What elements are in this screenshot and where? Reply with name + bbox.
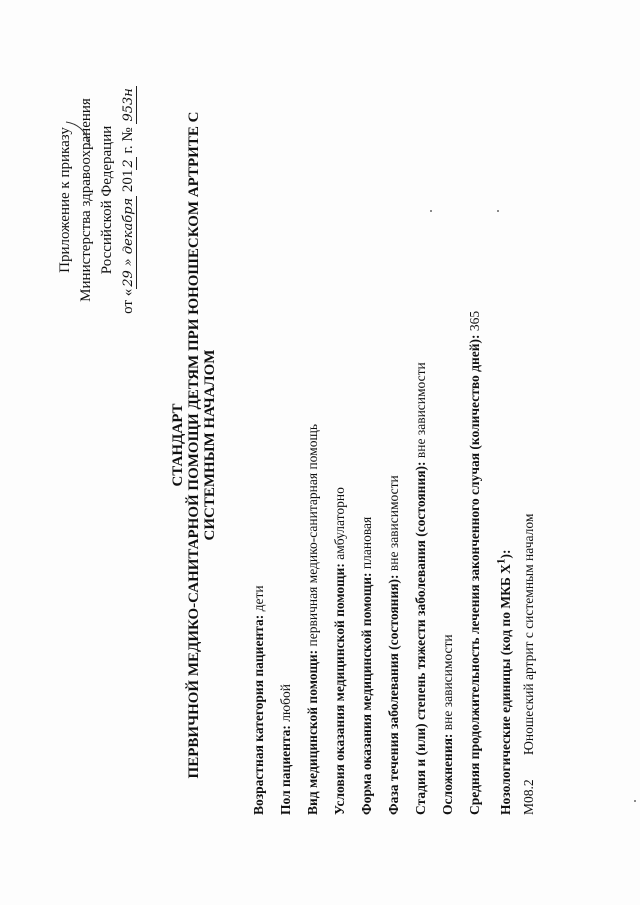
field-label: Средняя продолжительность лечения законченного случая (количество дней): <box>467 334 482 815</box>
document-title <box>170 45 218 845</box>
field-label: Пол пациента: <box>278 725 293 815</box>
appendix-line-1: Приложение к приказу <box>57 127 73 273</box>
field-value: вне зависимости <box>440 634 455 731</box>
hole-punch-mark-icon <box>60 110 100 150</box>
nosology-footnote-mark: 1 <box>495 558 507 565</box>
field-care-type <box>299 35 326 815</box>
appendix-line-2: Министерства здравоохранения <box>78 98 94 302</box>
field-duration <box>461 35 488 815</box>
field-stage <box>407 35 434 815</box>
field-label: Вид медицинской помощи: <box>305 649 320 815</box>
field-label <box>495 549 513 815</box>
field-label: Возрастная категория пациента: <box>251 614 266 815</box>
field-value: дети <box>251 585 266 612</box>
order-number: 953н <box>121 88 136 122</box>
field-conditions <box>326 35 353 815</box>
date-year-suffix: 2 <box>121 159 136 168</box>
field-sex <box>272 35 299 815</box>
field-value: вне зависимости <box>386 475 401 572</box>
date-day: 29 <box>121 270 136 287</box>
title-line-1: СТАНДАРТ <box>170 403 186 487</box>
diagnosis-name: Юношеский артрит с системным началом <box>521 513 536 755</box>
field-value: любой <box>278 684 293 722</box>
date-prefix: от « <box>120 288 136 314</box>
field-complications <box>434 35 461 815</box>
appendix-block <box>55 35 139 365</box>
nosology-entry <box>515 35 542 815</box>
date-year-prefix: 201 <box>120 169 136 193</box>
nosology-label-end: ): <box>497 549 513 559</box>
title-line-3: СИСТЕМНЫМ НАЧАЛОМ <box>202 349 218 541</box>
field-value: плановая <box>359 516 374 570</box>
field-value: первичная медико-санитарная помощь <box>305 423 320 647</box>
field-age <box>245 35 272 815</box>
scan-speck <box>634 800 636 802</box>
appendix-date-line <box>118 35 139 365</box>
field-nosology <box>488 35 515 815</box>
field-value: амбулаторно <box>332 487 347 560</box>
nosology-label-text: Нозологические единицы (код по МКБ X <box>497 564 513 815</box>
scan-speck <box>430 210 432 212</box>
document-body <box>245 35 542 815</box>
field-label: Условия оказания медицинской помощи: <box>332 563 347 815</box>
scan-speck <box>497 210 499 212</box>
date-mid: г. № <box>120 127 136 154</box>
title-line-2: ПЕРВИЧНОЙ МЕДИКО-САНИТАРНОЙ ПОМОЩИ ДЕТЯМ ПРИ ЮНОШЕСКОМ АРТРИТЕ С <box>186 111 202 779</box>
field-label: Форма оказания медицинской помощи: <box>359 572 374 815</box>
date-month: » декабря <box>121 197 136 267</box>
icd-code: M08.2 <box>521 779 536 815</box>
field-label: Стадия и (или) степень тяжести заболевания (состояния): <box>413 461 428 815</box>
field-label: Осложнения: <box>440 733 455 815</box>
field-form <box>353 35 380 815</box>
field-value: 365 <box>467 310 482 332</box>
appendix-line-3: Российской Федерации <box>99 125 115 275</box>
field-label: Фаза течения заболевания (состояния): <box>386 574 401 815</box>
field-value: вне зависимости <box>413 362 428 459</box>
field-phase <box>380 35 407 815</box>
